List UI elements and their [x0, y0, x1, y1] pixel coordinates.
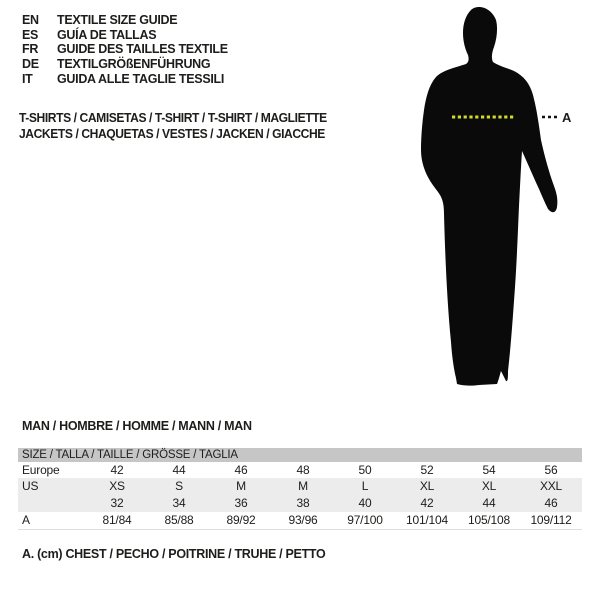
- language-label: GUÍA DE TALLAS: [57, 27, 157, 42]
- category-line-jackets: JACKETS / CHAQUETAS / VESTES / JACKEN / GIACCHE: [19, 125, 325, 141]
- size-cell: 34: [172, 496, 186, 510]
- size-cell: 44: [482, 496, 496, 510]
- table-row-chest-a: [18, 512, 582, 529]
- size-cell: S: [175, 479, 183, 493]
- table-row-europe: [18, 462, 582, 478]
- size-cell: 42: [420, 496, 434, 510]
- size-cell: L: [361, 479, 369, 493]
- table-row-us: [18, 478, 582, 495]
- size-cell: 38: [296, 496, 310, 510]
- size-cell: XL: [481, 479, 497, 493]
- size-cell: 52: [420, 463, 434, 477]
- size-cell: 56: [544, 463, 558, 477]
- table-row-numeric: [18, 495, 582, 512]
- man-silhouette: [421, 7, 557, 386]
- language-code: DE: [22, 57, 39, 72]
- size-cell: 101/104: [406, 513, 448, 527]
- size-cell: 44: [172, 463, 186, 477]
- size-cell: M: [236, 479, 246, 493]
- size-cell: 97/100: [347, 513, 383, 527]
- size-cell: 50: [358, 463, 372, 477]
- chest-footnote: A. (cm) CHEST / PECHO / POITRINE / TRUHE / PETTO: [22, 547, 326, 561]
- size-cell: 36: [234, 496, 248, 510]
- size-cell: 40: [358, 496, 372, 510]
- row-label: Europe: [22, 463, 60, 477]
- language-code: ES: [22, 27, 39, 42]
- size-table-header: SIZE / TALLA / TAILLE / GRÖSSE / TAGLIA: [18, 448, 582, 462]
- section-title-man: MAN / HOMBRE / HOMME / MANN / MAN: [22, 419, 252, 433]
- category-line-tshirts: T-SHIRTS / CAMISETAS / T-SHIRT / T-SHIRT / MAGLIETTE: [19, 110, 327, 125]
- size-cell: 85/88: [164, 513, 194, 527]
- language-code: IT: [22, 71, 33, 86]
- language-label: TEXTILE SIZE GUIDE: [57, 13, 178, 27]
- size-cell: 32: [110, 496, 124, 510]
- language-label: TEXTILGRÖßENFÜHRUNG: [57, 57, 211, 72]
- size-cell: XL: [419, 479, 435, 493]
- size-cell: 54: [482, 463, 496, 477]
- size-cell: 46: [544, 496, 558, 510]
- size-cell: 42: [110, 463, 124, 477]
- row-label: US: [22, 479, 39, 493]
- size-cell: M: [298, 479, 308, 493]
- size-cell: 109/112: [530, 513, 572, 527]
- row-label: [18, 495, 86, 512]
- language-label: GUIDA ALLE TAGLIE TESSILI: [57, 71, 225, 86]
- language-label: GUIDE DES TAILLES TEXTILE: [57, 42, 228, 57]
- size-cell: 48: [296, 463, 310, 477]
- size-cell: 93/96: [288, 513, 318, 527]
- size-cell: 81/84: [102, 513, 132, 527]
- size-cell: XS: [109, 479, 125, 493]
- measure-label-a: A: [562, 110, 572, 125]
- size-cell: 105/108: [468, 513, 510, 527]
- row-label: A: [22, 513, 30, 527]
- language-code: EN: [22, 13, 39, 27]
- size-cell: 89/92: [226, 513, 256, 527]
- language-code: FR: [22, 42, 39, 57]
- size-table: [18, 448, 582, 530]
- size-cell: XXL: [539, 479, 563, 493]
- size-cell: 46: [234, 463, 248, 477]
